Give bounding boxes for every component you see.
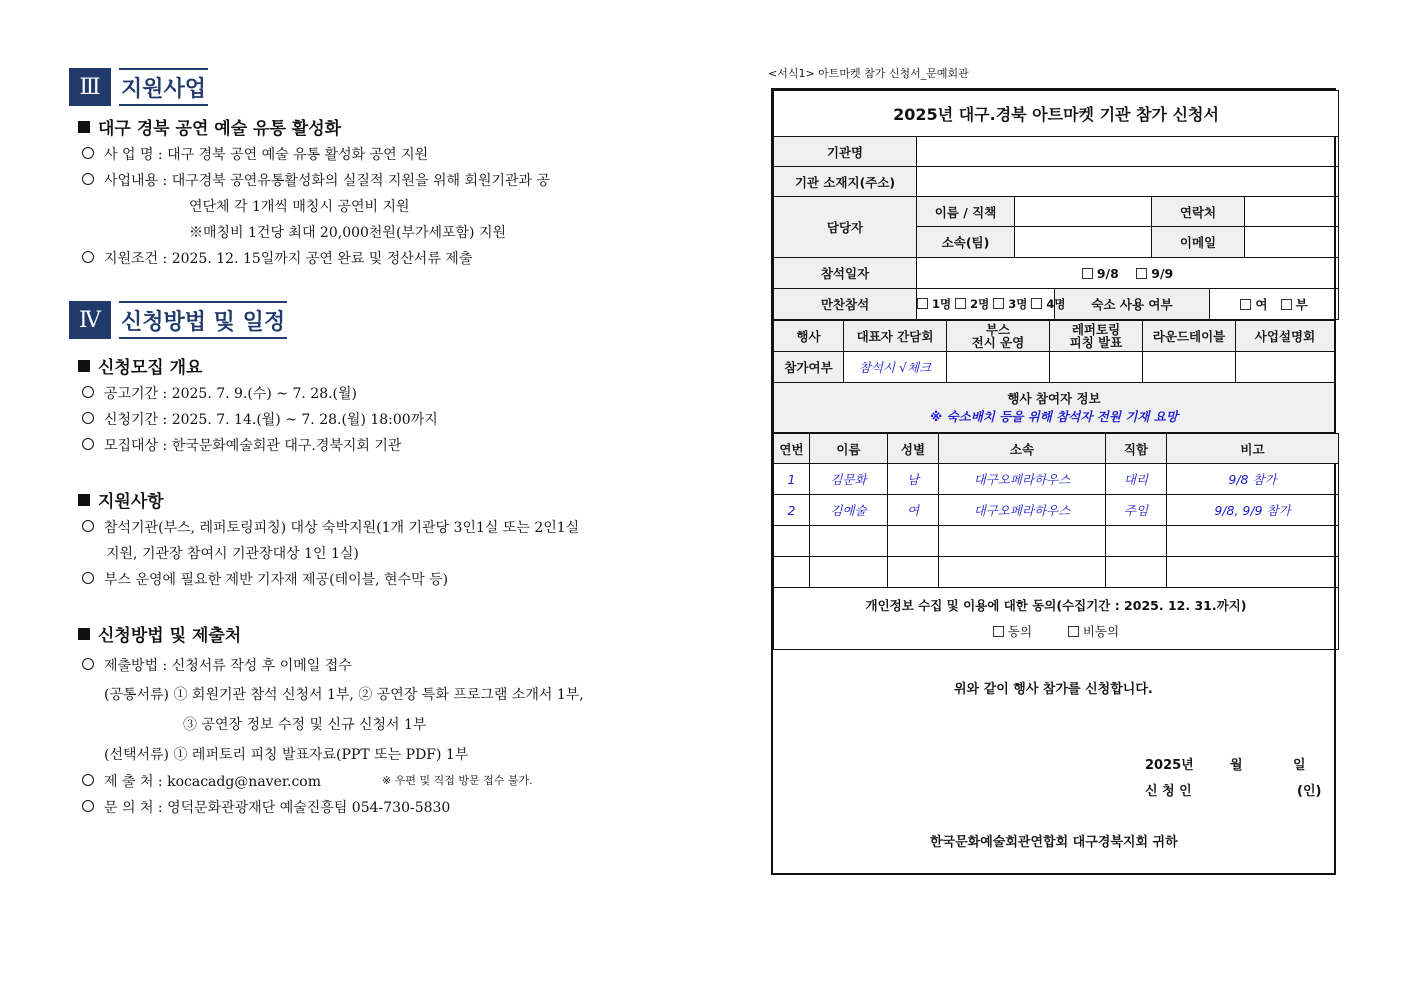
table-row: 1 김문화 남 대구오페라하우스 대리 9/8 참가 bbox=[774, 464, 1339, 495]
event-col: 라운드테이블 bbox=[1143, 321, 1236, 352]
item-line: ③ 공연장 정보 수정 및 신규 신청서 1부 bbox=[183, 717, 427, 733]
section-4-title: 신청방법 및 일정 bbox=[119, 301, 287, 339]
item-note: ※매칭비 1건당 최대 20,000천원(부가세포함) 지원 bbox=[189, 225, 507, 241]
item-line: 지원, 기관장 참여시 기관장대상 1인 1실) bbox=[106, 546, 359, 562]
participants-table bbox=[773, 433, 1339, 650]
col-header: 소속 bbox=[939, 434, 1106, 464]
item-line: 모집대상 : 한국문화예술회관 대구.경북지회 기관 bbox=[82, 435, 401, 455]
item-note: ※ 우편 및 직접 방문 접수 불가. bbox=[382, 774, 533, 787]
checkbox-consent-yes[interactable] bbox=[993, 626, 1004, 637]
event-col: 대표자 간담회 bbox=[844, 321, 947, 352]
label-contact: 담당자 bbox=[774, 197, 917, 258]
checkbox-date-1[interactable] bbox=[1082, 268, 1093, 279]
field-org-addr[interactable] bbox=[917, 167, 1339, 197]
table-row bbox=[774, 557, 1339, 588]
consent-options: 동의 비동의 bbox=[774, 619, 1338, 645]
label-dinner: 만찬참석 bbox=[774, 289, 917, 320]
form-caption: <서식1> 아트마켓 참가 신청서_문예회관 bbox=[768, 67, 969, 80]
label-dept: 소속(팀) bbox=[917, 227, 1015, 258]
col-header: 성별 bbox=[888, 434, 939, 464]
col-header: 연번 bbox=[774, 434, 810, 464]
subheading-1: 대구 경북 공연 예술 유통 활성화 bbox=[78, 114, 341, 139]
item-line: 참석기관(부스, 레퍼토링피칭) 대상 숙박지원(1개 기관당 3인1실 또는 2인1실 bbox=[82, 517, 579, 537]
item-line: 지원조건 : 2025. 12. 15일까지 공연 완료 및 정산서류 제출 bbox=[82, 248, 472, 268]
field-name-title[interactable] bbox=[1015, 197, 1152, 227]
section-3-number: Ⅲ bbox=[69, 68, 111, 106]
label-event: 행사 bbox=[774, 321, 844, 352]
label-org-addr: 기관 소재지(주소) bbox=[774, 167, 917, 197]
consent-section bbox=[774, 588, 1339, 650]
event-col: 사업설명회 bbox=[1236, 321, 1335, 352]
application-form bbox=[771, 88, 1336, 875]
event-col: 레퍼토링 피칭 발표 bbox=[1050, 321, 1143, 352]
checkbox-consent-no[interactable] bbox=[1068, 626, 1079, 637]
form-table-top bbox=[773, 90, 1339, 320]
field-date[interactable]: 9/8 9/9 bbox=[917, 258, 1339, 289]
item-line: 부스 운영에 필요한 제반 기자재 제공(테이블, 현수막 등) bbox=[82, 569, 448, 589]
consent-title: 개인정보 수집 및 이용에 대한 동의(수집기간 : 2025. 12. 31.까지) bbox=[865, 597, 1247, 613]
section-3-header bbox=[69, 68, 208, 106]
label-date: 참석일자 bbox=[774, 258, 917, 289]
section-4-header bbox=[69, 301, 287, 339]
label-email: 이메일 bbox=[1152, 227, 1245, 258]
item-line: 제 출 처 : kocacadg@naver.com bbox=[82, 771, 321, 791]
date-year: 2025년 bbox=[1145, 758, 1194, 773]
subheading-3: 지원사항 bbox=[78, 487, 164, 512]
checkbox-lodging-yes[interactable] bbox=[1240, 299, 1251, 310]
item-line: 신청기간 : 2025. 7. 14.(월) ~ 7. 28.(월) 18:00까지 bbox=[82, 409, 438, 429]
event-col: 부스 전시 운영 bbox=[947, 321, 1050, 352]
col-header: 이름 bbox=[810, 434, 888, 464]
label-lodging: 숙소 사용 여부 bbox=[1055, 289, 1210, 320]
event-table bbox=[773, 320, 1335, 433]
subheading-4: 신청방법 및 제출처 bbox=[78, 621, 241, 646]
participate-cell[interactable] bbox=[1236, 352, 1335, 383]
participants-header: 행사 참여자 정보 ※ 숙소배치 등을 위해 참석자 전원 기재 요망 bbox=[774, 383, 1335, 433]
item-line: 제출방법 : 신청서류 작성 후 이메일 접수 bbox=[82, 655, 352, 675]
field-dinner[interactable]: 1명 2명 3명 4명 bbox=[917, 289, 1055, 320]
item-line: 문 의 처 : 영덕문화관광재단 예술진흥팀 054-730-5830 bbox=[82, 797, 450, 817]
field-dept[interactable] bbox=[1015, 227, 1152, 258]
label-phone: 연락처 bbox=[1152, 197, 1245, 227]
field-org-name[interactable] bbox=[917, 137, 1339, 167]
seal-mark: (인) bbox=[1297, 784, 1322, 799]
table-row bbox=[774, 526, 1339, 557]
applicant-label: 신 청 인 bbox=[1145, 784, 1192, 799]
item-line: 사 업 명 : 대구 경북 공연 예술 유통 활성화 공연 지원 bbox=[82, 144, 428, 164]
field-lodging[interactable]: 여 부 bbox=[1210, 289, 1339, 320]
participate-cell[interactable] bbox=[1050, 352, 1143, 383]
col-header: 비고 bbox=[1167, 434, 1339, 464]
participate-hint[interactable]: 참석시 √체크 bbox=[844, 352, 947, 383]
recipient: 한국문화예술회관연합회 대구경북지회 귀하 bbox=[930, 835, 1178, 850]
item-line: 공고기간 : 2025. 7. 9.(수) ~ 7. 28.(월) bbox=[82, 383, 357, 403]
date-day: 일 bbox=[1293, 758, 1306, 773]
col-header: 직함 bbox=[1106, 434, 1167, 464]
participate-cell[interactable] bbox=[947, 352, 1050, 383]
item-line: 사업내용 : 대구경북 공연유통활성화의 실질적 지원을 위해 회원기관과 공 bbox=[82, 170, 550, 190]
checkbox-date-2[interactable] bbox=[1136, 268, 1147, 279]
field-email[interactable] bbox=[1245, 227, 1339, 258]
section-4-number: Ⅳ bbox=[69, 301, 111, 339]
label-participate: 참가여부 bbox=[774, 352, 844, 383]
date-month: 월 bbox=[1230, 758, 1243, 773]
section-3-title: 지원사업 bbox=[119, 68, 208, 106]
participate-cell[interactable] bbox=[1143, 352, 1236, 383]
apply-statement: 위와 같이 행사 참가를 신청합니다. bbox=[954, 682, 1153, 697]
subheading-2: 신청모집 개요 bbox=[78, 353, 202, 378]
table-row: 2 김예술 여 대구오페라하우스 주임 9/8, 9/9 참가 bbox=[774, 495, 1339, 526]
label-name-title: 이름 / 직책 bbox=[917, 197, 1015, 227]
field-phone[interactable] bbox=[1245, 197, 1339, 227]
label-org-name: 기관명 bbox=[774, 137, 917, 167]
item-line: (공통서류) ① 회원기관 참석 신청서 1부, ② 공연장 특화 프로그램 소개서 1부, bbox=[104, 687, 584, 703]
item-line: (선택서류) ① 레퍼토리 피칭 발표자료(PPT 또는 PDF) 1부 bbox=[104, 747, 469, 763]
participants-note: ※ 숙소배치 등을 위해 참석자 전원 기재 요망 bbox=[930, 408, 1178, 424]
form-title: 2025년 대구.경북 아트마켓 기관 참가 신청서 bbox=[774, 91, 1339, 137]
item-line: 연단체 각 1개씩 매칭시 공연비 지원 bbox=[189, 199, 410, 215]
checkbox-lodging-no[interactable] bbox=[1281, 299, 1292, 310]
